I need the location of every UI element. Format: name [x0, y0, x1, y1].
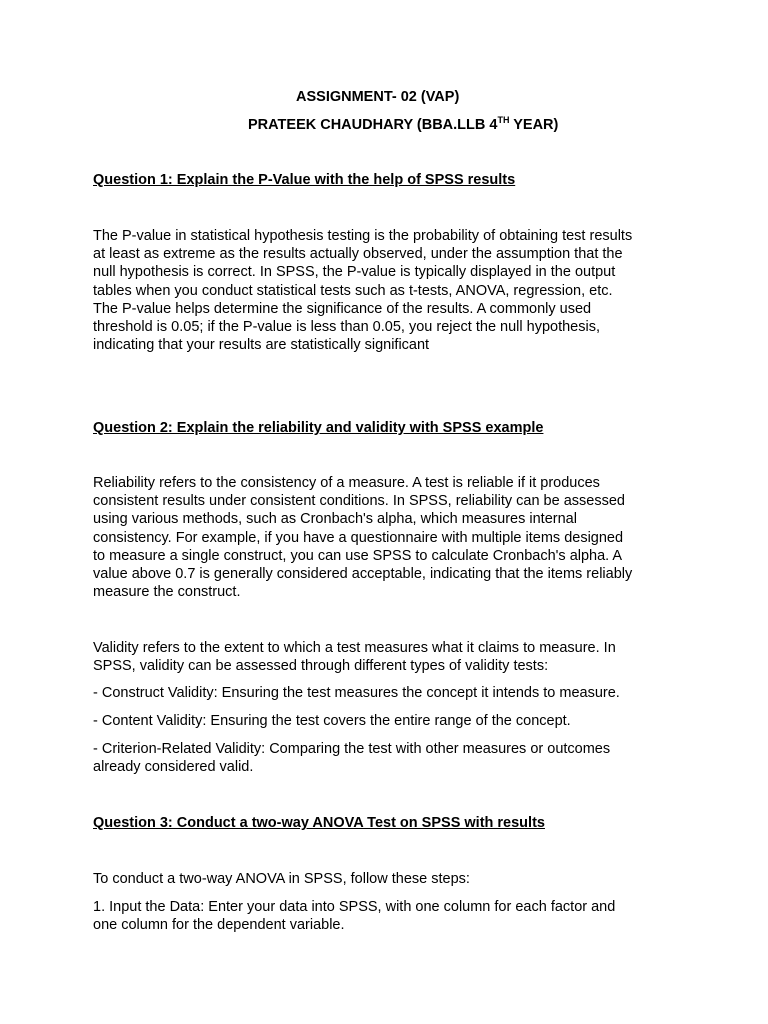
- text-line: to measure a single construct, you can use SPSS to calculate Cronbach's alpha. A: [93, 547, 623, 564]
- text-line: - Construct Validity: Ensuring the test measures the concept it intends to measure.: [93, 685, 620, 701]
- text-line: already considered valid.: [93, 759, 254, 776]
- question-1-answer: [93, 227, 683, 354]
- validity-paragraph: [93, 639, 683, 675]
- text-line: value above 0.7 is generally considered acceptable, indicating that the items reliably: [93, 566, 633, 583]
- anova-intro: [93, 870, 683, 888]
- text-line: using various methods, such as Cronbach's alpha, which measures internal: [93, 511, 577, 528]
- year-superscript: TH: [497, 115, 510, 125]
- question-1-heading: Question 1: Explain the P-Value with the help of SPSS results: [93, 172, 516, 188]
- text-line: measure the construct.: [93, 584, 241, 601]
- text-line: - Criterion-Related Validity: Comparing the test with other measures or outcomes: [93, 741, 611, 757]
- reliability-paragraph: [93, 474, 683, 601]
- student-year-suffix: YEAR): [509, 117, 559, 133]
- text-line: one column for the dependent variable.: [93, 917, 345, 934]
- assignment-title: ASSIGNMENT- 02 (VAP): [296, 89, 460, 105]
- text-line: at least as extreme as the results actually observed, under the assumption that the: [93, 246, 623, 263]
- text-line: The P-value helps determine the significance of the results. A commonly used: [93, 300, 592, 317]
- text-line: consistency. For example, if you have a questionnaire with multiple items designed: [93, 529, 624, 546]
- criterion-validity-item: [93, 740, 683, 776]
- content-validity-item: [93, 712, 683, 730]
- text-line: consistent results under consistent conditions. In SPSS, reliability can be assessed: [93, 493, 625, 510]
- text-line: null hypothesis is correct. In SPSS, the P-value is typically displayed in the output: [93, 264, 616, 281]
- text-line: The P-value in statistical hypothesis testing is the probability of obtaining test results: [93, 228, 633, 244]
- text-line: - Content Validity: Ensuring the test covers the entire range of the concept.: [93, 713, 571, 729]
- text-line: Validity refers to the extent to which a test measures what it claims to measure. In: [93, 640, 616, 656]
- text-line: threshold is 0.05; if the P-value is less than 0.05, you reject the null hypothesis,: [93, 319, 600, 336]
- student-name: PRATEEK CHAUDHARY (BBA.LLB 4: [248, 117, 498, 133]
- student-line: [248, 116, 558, 134]
- question-2-heading: Question 2: Explain the reliability and validity with SPSS example: [93, 420, 544, 436]
- anova-step-1: [93, 898, 683, 934]
- text-line: indicating that your results are statistically significant: [93, 337, 430, 354]
- construct-validity-item: [93, 684, 683, 702]
- question-3-heading: Question 3: Conduct a two-way ANOVA Test on SPSS with results: [93, 815, 545, 831]
- text-line: tables when you conduct statistical tests such as t-tests, ANOVA, regression, etc.: [93, 282, 613, 299]
- text-line: SPSS, validity can be assessed through different types of validity tests:: [93, 658, 549, 675]
- text-line: 1. Input the Data: Enter your data into SPSS, with one column for each factor and: [93, 899, 616, 915]
- text-line: To conduct a two-way ANOVA in SPSS, follow these steps:: [93, 871, 470, 887]
- text-line: Reliability refers to the consistency of a measure. A test is reliable if it produces: [93, 475, 600, 491]
